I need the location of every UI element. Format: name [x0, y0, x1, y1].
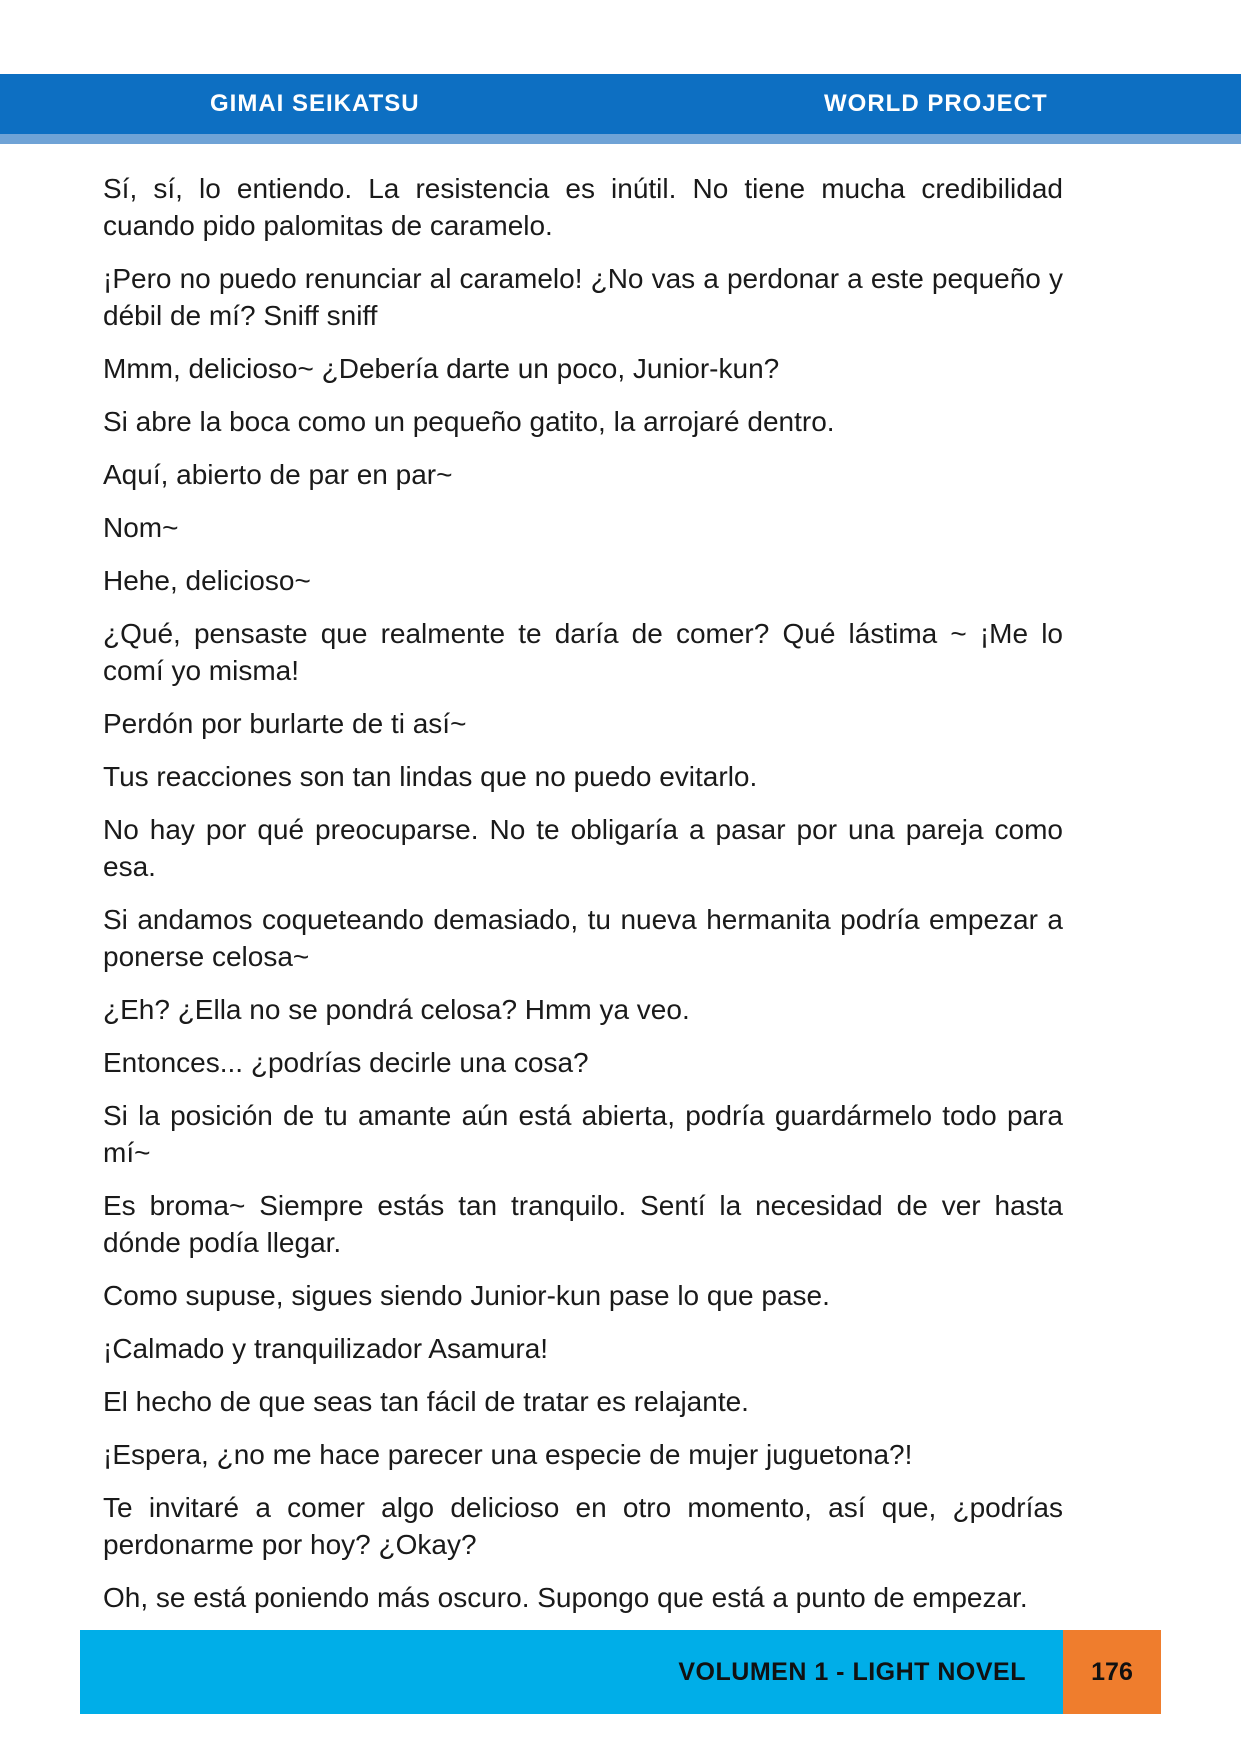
paragraph: ¡Calmado y tranquilizador Asamura! — [103, 1333, 549, 1364]
paragraph: Hehe, delicioso~ — [103, 565, 311, 596]
series-title: GIMAI SEIKATSU — [210, 90, 420, 117]
paragraph: Si abre la boca como un pequeño gatito, la arrojaré dentro. — [103, 406, 835, 437]
paragraph: ¿Qué, pensaste que realmente te daría de comer? Qué lástima ~ ¡Me lo comí yo misma! — [103, 618, 1063, 686]
translator-group: WORLD PROJECT — [824, 90, 1048, 117]
paragraph: ¡Espera, ¿no me hace parecer una especie de mujer juguetona?! — [103, 1439, 913, 1470]
paragraph: Como supuse, sigues siendo Junior-kun pase lo que pase. — [103, 1280, 830, 1311]
paragraph: Aquí, abierto de par en par~ — [103, 459, 453, 490]
volume-label: VOLUMEN 1 - LIGHT NOVEL — [678, 1658, 1026, 1686]
paragraph: No hay por qué preocuparse. No te obligaría a pasar por una pareja como esa. — [103, 814, 1063, 882]
paragraph: Mmm, delicioso~ ¿Debería darte un poco, Junior-kun? — [103, 353, 780, 384]
paragraph: ¡Pero no puedo renunciar al caramelo! ¿No vas a perdonar a este pequeño y débil de mí? Sniff sniff — [103, 263, 1063, 331]
header-divider — [0, 134, 1241, 144]
paragraph: Sí, sí, lo entiendo. La resistencia es inútil. No tiene mucha credibilidad cuando pido palomitas de caramelo. — [103, 173, 1063, 241]
paragraph: Entonces... ¿podrías decirle una cosa? — [103, 1047, 589, 1078]
paragraph: El hecho de que seas tan fácil de tratar es relajante. — [103, 1386, 749, 1417]
page-number-box — [1063, 1630, 1161, 1714]
paragraph: Te invitaré a comer algo delicioso en otro momento, así que, ¿podrías perdonarme por hoy? ¿Okay? — [103, 1492, 1063, 1560]
paragraph: Es broma~ Siempre estás tan tranquilo. Sentí la necesidad de ver hasta dónde podía llegar. — [103, 1190, 1063, 1258]
paragraph: Tus reacciones son tan lindas que no puedo evitarlo. — [103, 761, 758, 792]
paragraph: ¿Eh? ¿Ella no se pondrá celosa? Hmm ya veo. — [103, 994, 690, 1025]
paragraph: Oh, se está poniendo más oscuro. Supongo que está a punto de empezar. — [103, 1582, 1028, 1613]
page-body — [103, 170, 1063, 1632]
page-footer — [80, 1630, 1161, 1714]
paragraph: Nom~ — [103, 512, 179, 543]
page-number: 176 — [1091, 1658, 1133, 1686]
paragraph: Perdón por burlarte de ti así~ — [103, 708, 467, 739]
paragraph: Si andamos coqueteando demasiado, tu nueva hermanita podría empezar a ponerse celosa~ — [103, 904, 1063, 972]
page-header — [0, 74, 1241, 134]
paragraph: Si la posición de tu amante aún está abierta, podría guardármelo todo para mí~ — [103, 1100, 1063, 1168]
